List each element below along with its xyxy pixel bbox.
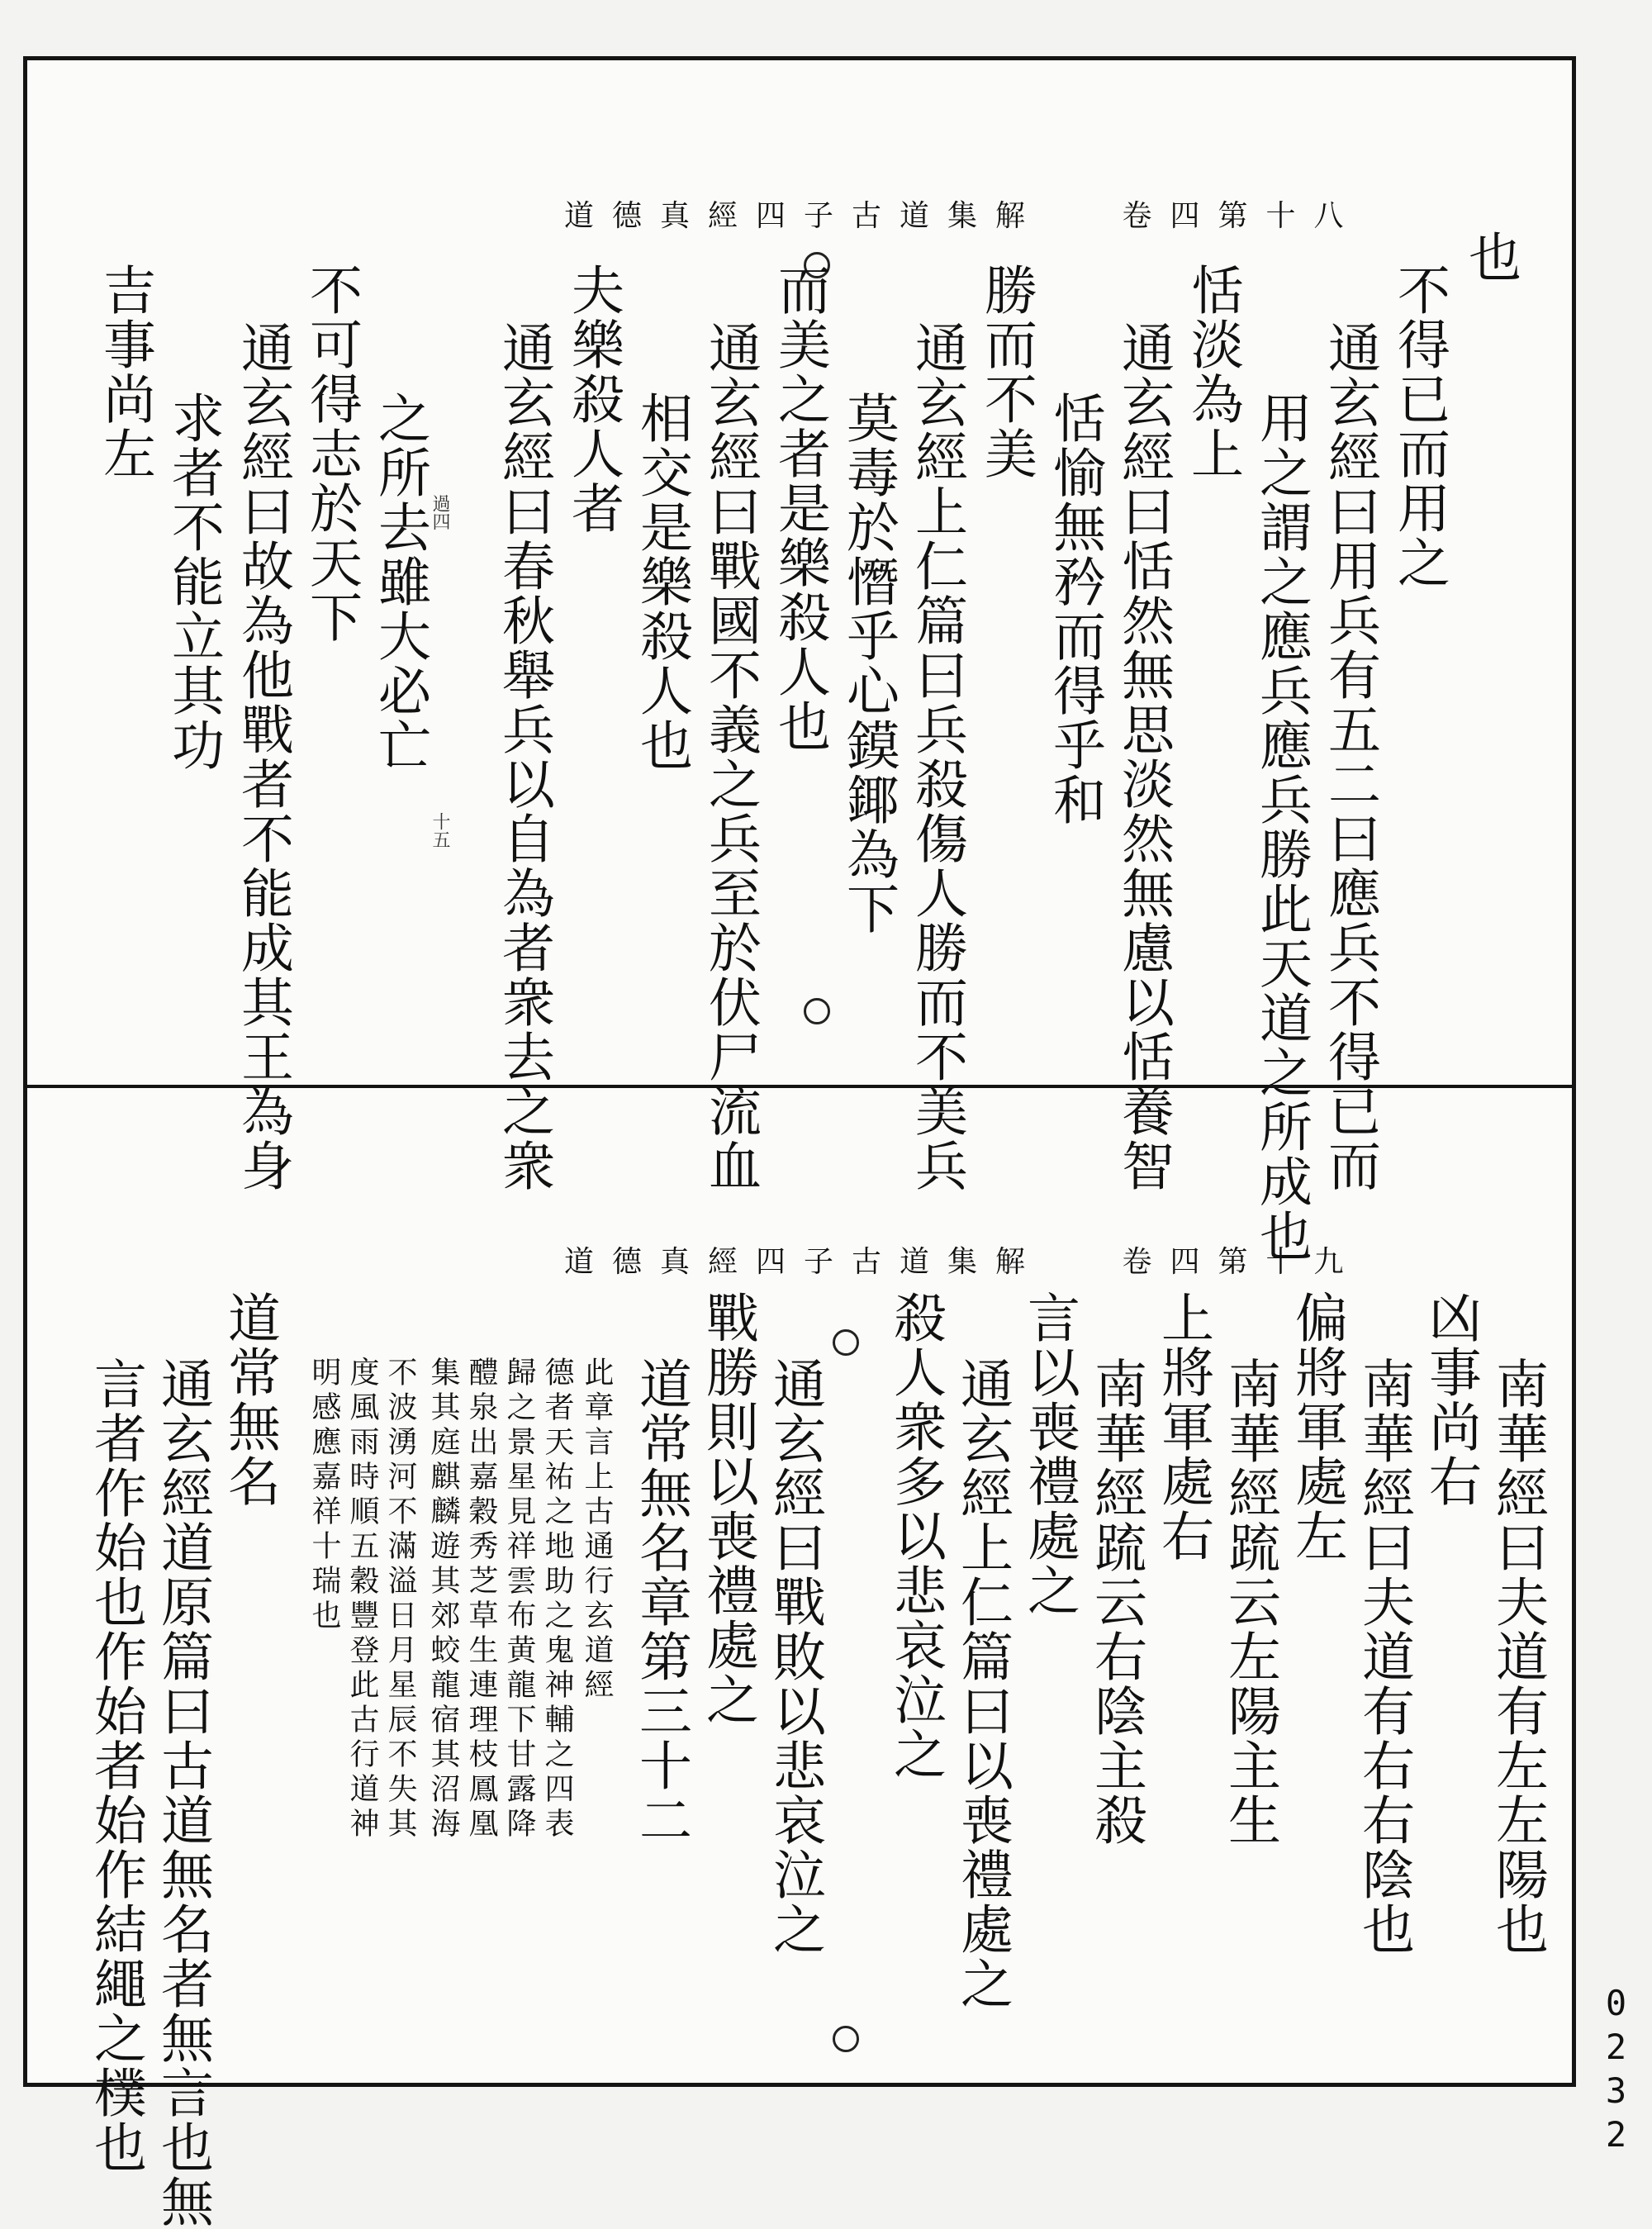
lower-column-5: 南華經䟽云左陽主生 <box>1219 1357 1280 1847</box>
upper-column-5: 恬淡為上 <box>1182 263 1243 481</box>
margin-note: 十五 <box>430 812 450 848</box>
lower-column-15: 言者作始也作始者始作結繩之樸也 <box>85 1357 146 2174</box>
lower-column-11: 通玄經曰戰敗以悲哀泣之 <box>764 1357 825 1956</box>
commentary-column-5: 集其庭麒麟遊其郊蛟龍宿其沼海 <box>426 1357 460 1842</box>
upper-column-16: 之所去雖大必亡 <box>369 391 430 772</box>
lower-column-3: 南華經曰夫道有右右陰也 <box>1353 1357 1414 1956</box>
lower-page <box>27 1088 1572 2229</box>
circle-mark <box>804 998 830 1024</box>
upper-column-7: 恬愉無矜而得乎和 <box>1044 391 1105 827</box>
lower-column-9: 通玄經上仁篇曰以喪禮處之 <box>952 1357 1013 2011</box>
commentary-column-2: 德者天祐之地助之鬼神輔之四表 <box>540 1357 574 1842</box>
lower-column-4: 偏將軍處左 <box>1286 1290 1347 1563</box>
lower-column-7: 南華經䟽云右陰主殺 <box>1085 1357 1146 1847</box>
lower-column-12: 戰勝則以喪禮處之 <box>697 1290 758 1727</box>
margin-note: 過四 <box>430 494 450 530</box>
chapter-heading: 道常無名章第三十二 <box>630 1357 691 1847</box>
upper-column-2: 不得已而用之 <box>1389 263 1450 590</box>
commentary-column-7: 度風雨時順五穀豐登此古行道神 <box>345 1357 379 1842</box>
commentary-column-4: 醴泉出嘉穀秀芝草生連理枝鳳凰 <box>464 1357 498 1842</box>
circle-mark <box>833 1329 859 1356</box>
upper-column-6: 通玄經曰恬然無思淡然無慮以恬養智 <box>1113 321 1174 1193</box>
upper-column-15: 通玄經曰春秋舉兵以自為者衆去之衆 <box>493 321 554 1193</box>
lower-column-10: 殺人衆多以悲哀泣之 <box>885 1290 946 1781</box>
upper-column-1: 也 <box>1460 230 1521 284</box>
upper-header-volume: 卷四第十八 <box>1122 199 1362 233</box>
upper-column-12: 通玄經曰戰國不義之兵至於伏尸流血 <box>700 321 761 1193</box>
lower-column-14: 通玄經道原篇曰古道無名者無言也無 <box>152 1357 213 2229</box>
circle-mark <box>833 2026 859 2052</box>
lower-column-13: 道常無名 <box>219 1290 280 1509</box>
lower-column-2: 凶事尚右 <box>1420 1290 1481 1509</box>
upper-header-title: 道德真經四子古道集解 <box>564 199 1044 233</box>
lower-header-volume: 卷四第十九 <box>1122 1245 1362 1279</box>
upper-column-19: 求者不能立其功 <box>163 391 224 772</box>
upper-column-4: 用之謂之應兵應兵勝此天道之所成也 <box>1251 391 1312 1263</box>
upper-column-18: 通玄經曰故為他戰者不能成其王為身 <box>232 321 293 1193</box>
upper-column-17: 不可得志於天下 <box>301 263 362 644</box>
lower-header-title: 道德真經四子古道集解 <box>564 1245 1044 1279</box>
commentary-column-1: 此章言上古通行玄道經 <box>580 1357 614 1704</box>
upper-column-10: 莫毒於憯乎心鏌鎁為下 <box>838 391 899 936</box>
commentary-column-8: 明感應嘉祥十瑞也 <box>307 1357 341 1634</box>
upper-column-9: 通玄經上仁篇曰兵殺傷人勝而不美兵 <box>906 321 967 1193</box>
upper-column-14: 夫樂殺人者 <box>563 263 624 535</box>
lower-column-1: 南華經曰夫道有左左陽也 <box>1487 1357 1548 1956</box>
upper-column-13: 相交是樂殺人也 <box>631 391 692 772</box>
upper-column-20: 吉事尚左 <box>94 263 155 481</box>
lower-column-8: 言以喪禮處之 <box>1018 1290 1080 1618</box>
upper-column-11: 而美之者是樂殺人也 <box>769 263 830 753</box>
lower-column-6: 上將軍處右 <box>1152 1290 1213 1563</box>
upper-column-8: 勝而不美 <box>976 263 1037 481</box>
page-frame <box>23 56 1576 2229</box>
upper-column-3: 通玄經曰用兵有五二曰應兵不得已而 <box>1319 321 1380 1193</box>
page-number: 0232 <box>1596 1983 1636 2158</box>
commentary-column-6: 不波湧河不滿溢日月星辰不失其 <box>383 1357 417 1842</box>
lower-running-header <box>564 1238 1361 1281</box>
commentary-column-3: 歸之景星見祥雲布黄龍下甘露降 <box>502 1357 536 1842</box>
upper-running-header <box>564 192 1361 235</box>
